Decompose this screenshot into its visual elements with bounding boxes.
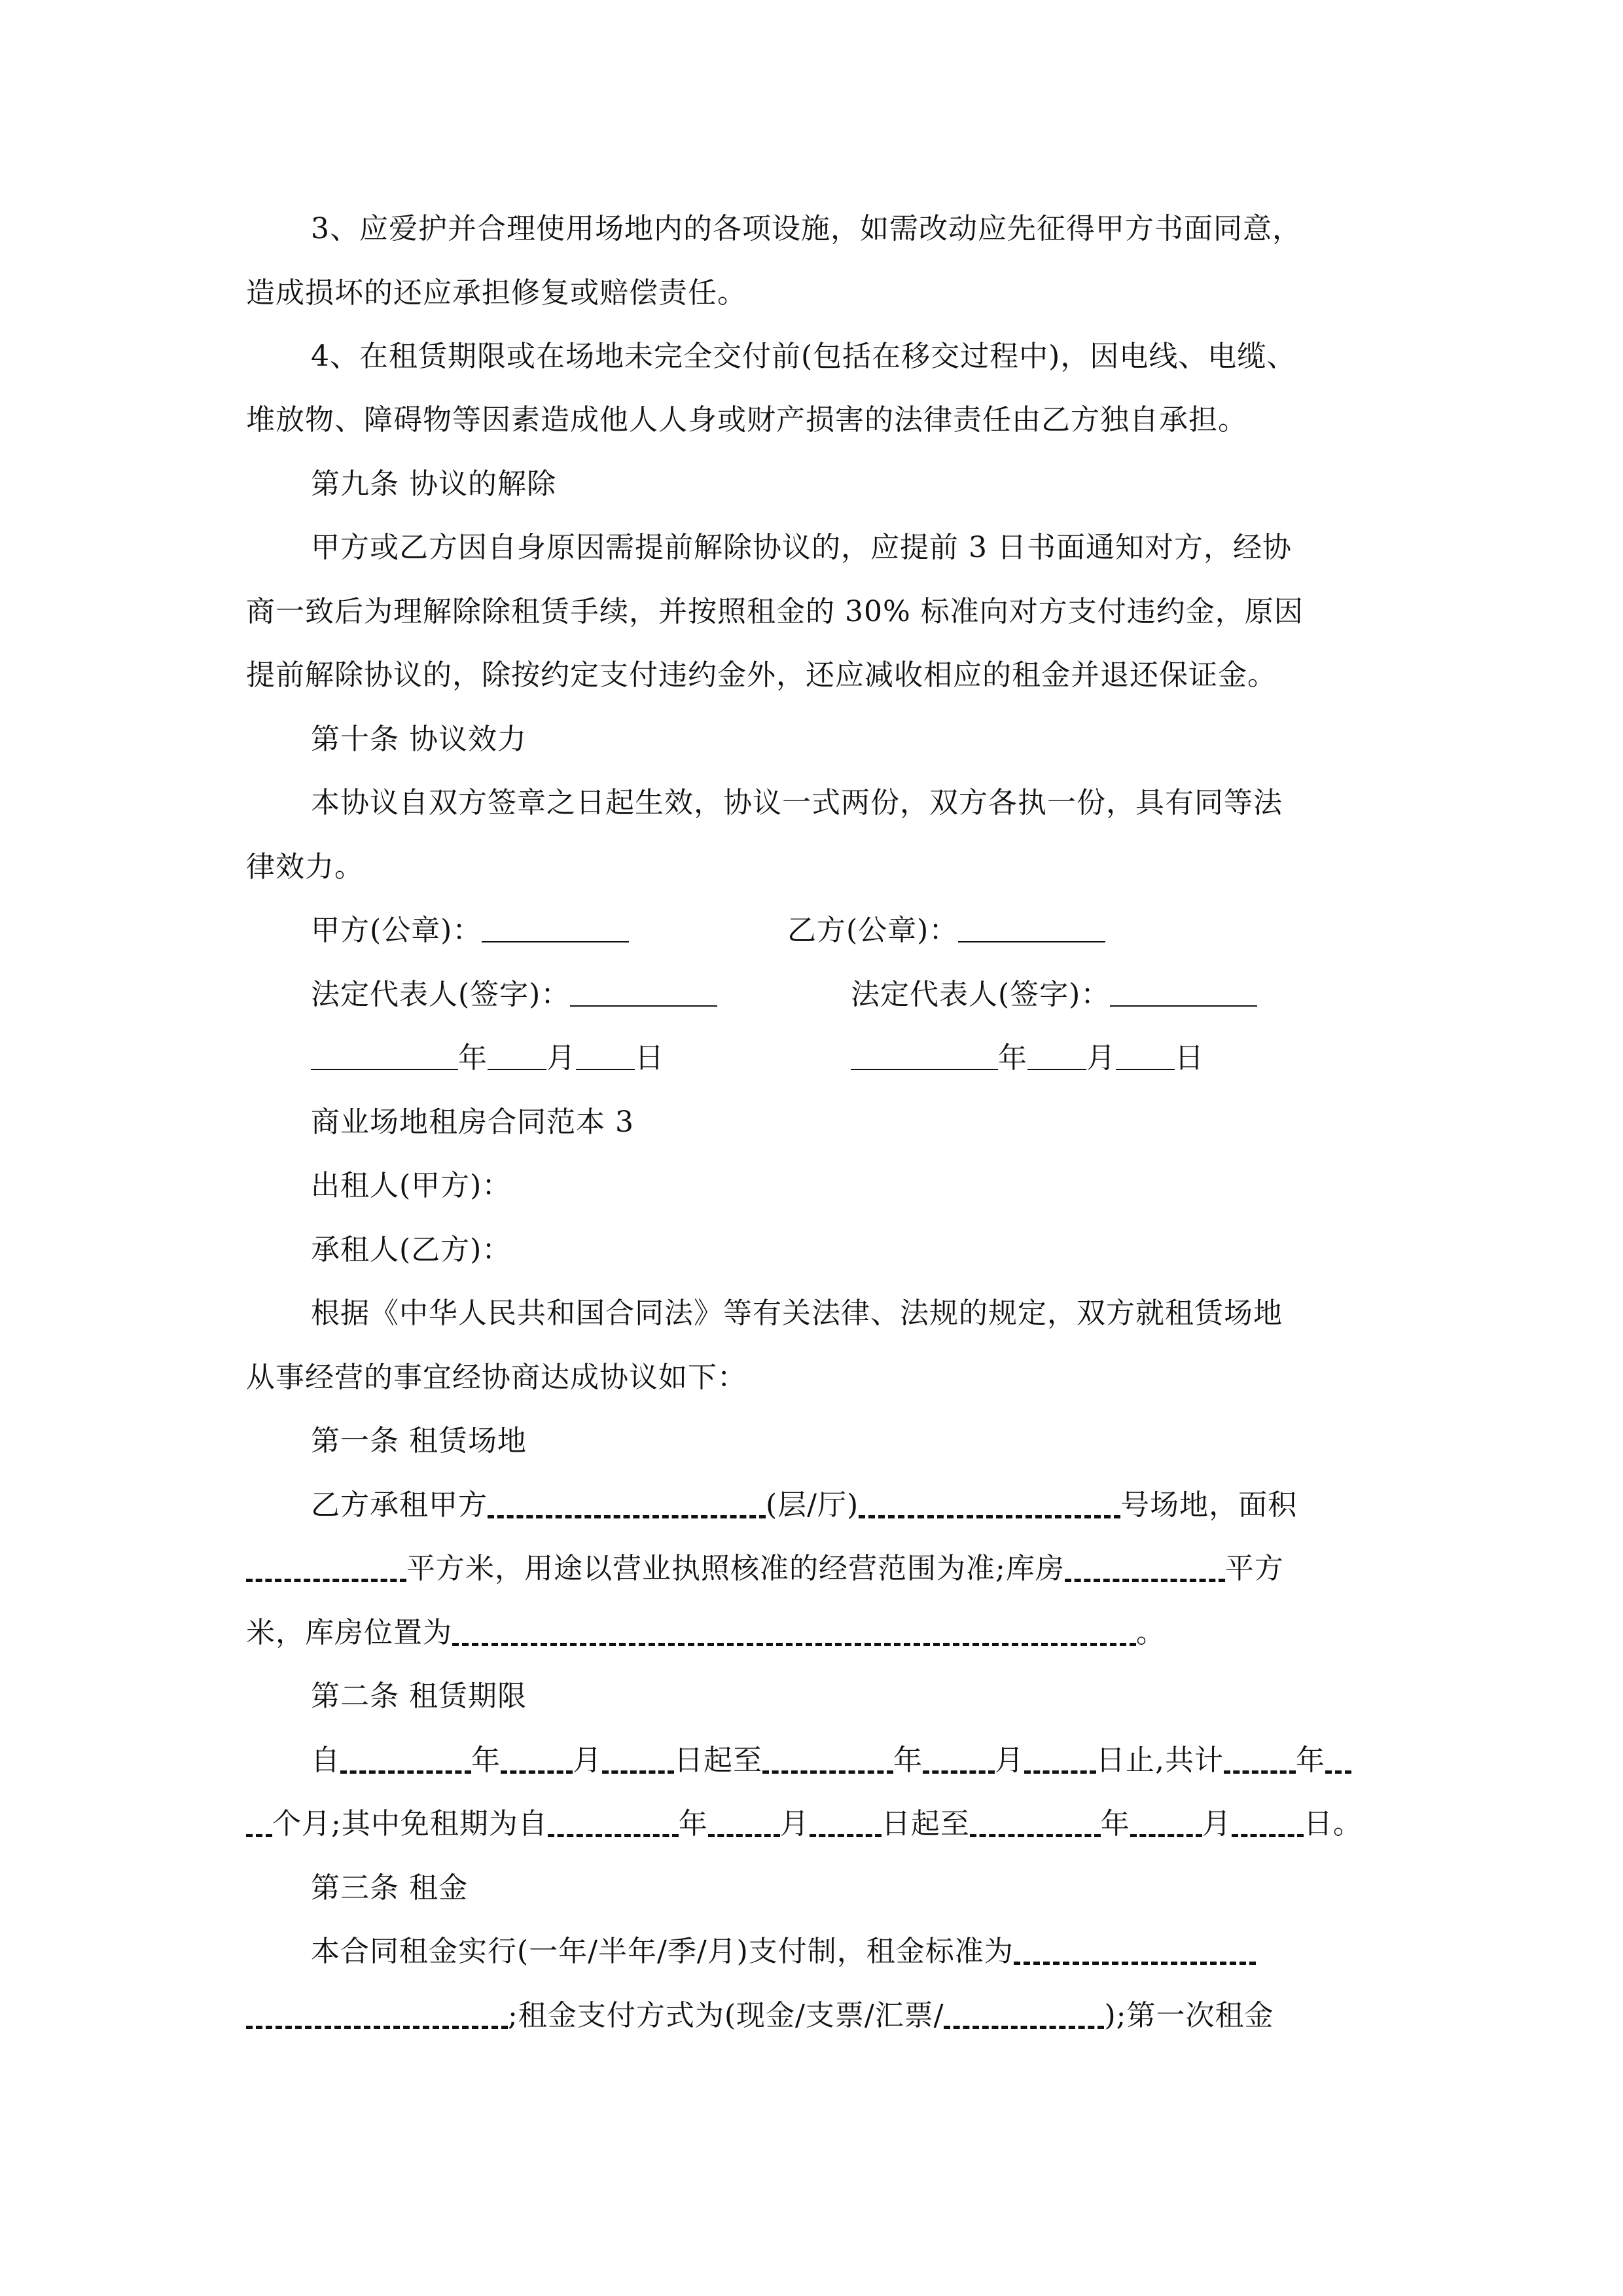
a3-blank-method [944, 2000, 1104, 2029]
party-a-seal [311, 911, 629, 950]
a2-year-5: 年 [1100, 1807, 1130, 1840]
a2-year: 年 [471, 1744, 501, 1777]
article-9-line-1: 甲方或乙方因自身原因需提前解除协议的，应提前 3 日书面通知对方，经协 [311, 531, 1292, 564]
rep-a-sign [311, 975, 717, 1014]
a1-blank-location [452, 1617, 1136, 1646]
date-a [311, 1039, 664, 1078]
party-a-seal-label: 甲方(公章)： [311, 914, 482, 947]
a2-months: 个月;其中免租期为自 [272, 1807, 548, 1840]
a1-text-1: 乙方承租甲方 [311, 1488, 488, 1522]
a1-line-3 [246, 1613, 1166, 1653]
intro-line-1: 根据《中华人民共和国合同法》等有关法律、法规的规定，双方就租赁场地 [311, 1297, 1283, 1330]
rep-b-sign [851, 975, 1257, 1014]
article-10-title: 第十条 协议效力 [311, 723, 527, 756]
a1-line-2 [246, 1549, 1284, 1588]
a3-text-1: 本合同租金实行(一年/半年/季/月)支付制，租金标准为 [311, 1935, 1014, 1968]
a2-blank-free-start-year [548, 1808, 679, 1837]
a1-text-3: 号场地，面积 [1120, 1488, 1298, 1522]
date-b-month-label: 月 [1086, 1041, 1116, 1075]
a1-line-1 [311, 1486, 1297, 1525]
a3-title: 第三条 租金 [311, 1871, 468, 1905]
a2-blank-end-year [762, 1744, 893, 1774]
a1-blank-site [859, 1489, 1120, 1518]
a1-text-4: 平方米，用途以营业执照核准的经营范围为准;库房 [406, 1552, 1065, 1585]
date-b-year-label: 年 [998, 1041, 1027, 1075]
a3-blank-rate-b [246, 2000, 508, 2029]
date-a-year-label: 年 [458, 1041, 488, 1075]
a2-blank-total-month-a [1325, 1744, 1351, 1774]
a2-month-3: 月 [779, 1807, 810, 1840]
a2-month-2: 月 [995, 1744, 1024, 1777]
lessee-label: 承租人(乙方)： [311, 1233, 512, 1266]
date-a-month-blank [488, 1043, 546, 1070]
rep-a-sign-label: 法定代表人(签字)： [311, 978, 571, 1011]
a1-text-2: (层/厅) [766, 1488, 859, 1522]
a2-line-2 [246, 1804, 1363, 1844]
a2-year-4: 年 [678, 1807, 708, 1840]
a2-title: 第二条 租赁期限 [311, 1679, 527, 1713]
article-9-title: 第九条 协议的解除 [311, 467, 556, 501]
date-a-day-blank [576, 1043, 635, 1070]
a2-day-end: 日。 [1303, 1807, 1363, 1840]
a2-blank-free-start-month [708, 1808, 780, 1837]
a1-text-5: 平方 [1224, 1552, 1284, 1585]
a2-blank-free-end-day [1232, 1808, 1304, 1837]
rep-b-sign-label: 法定代表人(签字)： [851, 978, 1111, 1011]
a2-blank-free-end-year [970, 1808, 1101, 1837]
a1-blank-floor [488, 1489, 766, 1518]
a1-blank-area [246, 1552, 406, 1582]
a2-blank-total-year [1224, 1744, 1296, 1774]
a2-year-3: 年 [1296, 1744, 1325, 1777]
contract-3-title: 商业场地租房合同范本 3 [311, 1105, 634, 1139]
rep-b-sign-blank [1110, 979, 1257, 1007]
a2-blank-total-month-b [246, 1808, 272, 1837]
a3-text-2: ;租金支付方式为(现金/支票/汇票/ [508, 1999, 944, 2032]
a1-blank-storage [1065, 1552, 1225, 1582]
party-b-seal [787, 911, 1105, 950]
a2-blank-start-year [340, 1744, 471, 1774]
article-9-line-3: 提前解除协议的，除按约定支付违约金外，还应减收相应的租金并退还保证金。 [246, 658, 1277, 692]
a1-text-7: 。 [1136, 1616, 1166, 1649]
date-a-year-blank [311, 1043, 458, 1070]
date-b-year-blank [851, 1043, 998, 1070]
a1-text-6: 米，库房位置为 [246, 1616, 452, 1649]
a2-blank-end-month [923, 1744, 995, 1774]
clause-3-line-2: 造成损坏的还应承担修复或赔偿责任。 [246, 276, 747, 310]
a2-month-4: 月 [1202, 1807, 1232, 1840]
date-a-month-label: 月 [546, 1041, 576, 1075]
date-b-day-blank [1116, 1043, 1175, 1070]
date-b-day-label: 日 [1175, 1041, 1204, 1075]
a2-year-2: 年 [893, 1744, 923, 1777]
rep-a-sign-blank [570, 979, 717, 1007]
a3-line-1 [311, 1932, 1256, 1971]
clause-4-line-1: 4、在租赁期限或在场地未完全交付前(包括在移交过程中)，因电线、电缆、 [311, 340, 1296, 373]
a2-blank-start-day [602, 1744, 674, 1774]
a2-blank-start-month [501, 1744, 573, 1774]
a2-day-from-2: 日起至 [881, 1807, 970, 1840]
a2-month: 月 [573, 1744, 602, 1777]
a2-line-1 [311, 1741, 1351, 1780]
party-b-seal-label: 乙方(公章)： [787, 914, 959, 947]
party-a-seal-blank [482, 915, 629, 942]
article-10-line-2: 律效力。 [246, 850, 364, 884]
a2-blank-end-day [1024, 1744, 1096, 1774]
intro-line-2: 从事经营的事宜经协商达成协议如下： [246, 1361, 747, 1394]
party-b-seal-blank [958, 915, 1105, 942]
a3-text-3: );第一次租金 [1104, 1999, 1274, 2032]
a2-day-from: 日起至 [674, 1744, 762, 1777]
a3-line-2 [246, 1996, 1274, 2036]
date-b [851, 1039, 1204, 1078]
lessor-label: 出租人(甲方)： [311, 1169, 512, 1202]
a2-day-to: 日止,共计 [1096, 1744, 1224, 1777]
article-10-line-1: 本协议自双方签章之日起生效，协议一式两份，双方各执一份，具有同等法 [311, 786, 1283, 819]
date-b-month-blank [1027, 1043, 1086, 1070]
clause-4-line-2: 堆放物、障碍物等因素造成他人人身或财产损害的法律责任由乙方独自承担。 [246, 403, 1247, 437]
clause-3-line-1: 3、应爱护并合理使用场地内的各项设施，如需改动应先征得甲方书面同意， [311, 212, 1302, 245]
a2-blank-free-end-month [1130, 1808, 1202, 1837]
a1-title: 第一条 租赁场地 [311, 1424, 527, 1458]
article-9-line-2: 商一致后为理解除除租赁手续，并按照租金的 30% 标准向对方支付违约金，原因 [246, 595, 1304, 628]
date-a-day-label: 日 [635, 1041, 664, 1075]
a2-zi: 自 [311, 1744, 340, 1777]
a3-blank-rate-a [1014, 1935, 1256, 1965]
a2-blank-free-start-day [810, 1808, 882, 1837]
